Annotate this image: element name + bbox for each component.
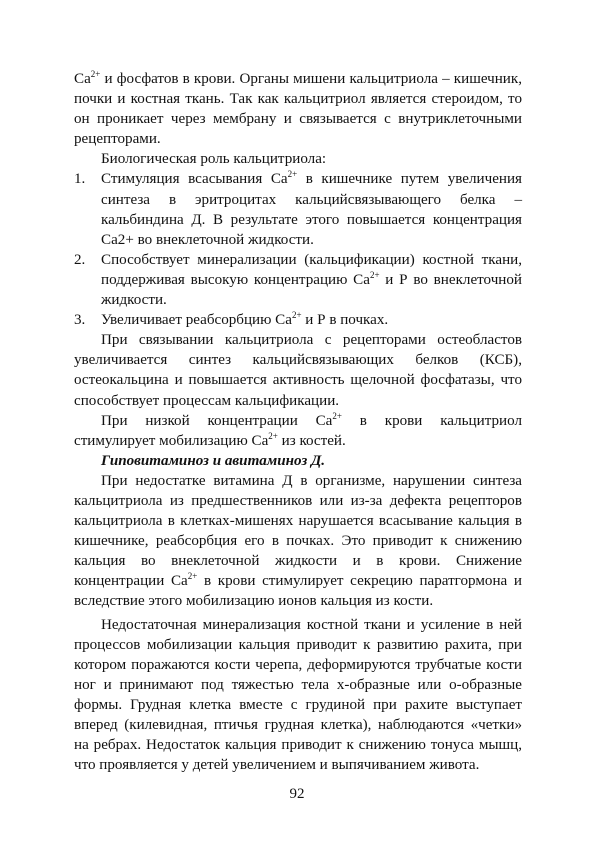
page-number: 92 [289, 786, 305, 802]
text-run: в кишечнике путем увеличения синтеза в эритроцитах кальцийсвязывающего белка – кальбиндина Д. В результате этого повышается концентрация Ca2+ во внеклеточной жидкости. [101, 171, 522, 248]
list-number: 1. [74, 171, 86, 188]
list-item [74, 250, 522, 310]
text-run: из костей. [277, 432, 346, 449]
list-number: 2. [74, 251, 86, 268]
text-run: в крови кальцитриол стимулирует мобилизацию Ca [74, 412, 522, 449]
paragraph-continuation [74, 69, 522, 149]
paragraph: При связывании кальцитриола с рецепторами остеобластов увеличивается синтез кальцийсвязывающих белков (КСБ), остеокальцина и повышается активность щелочной фосфатазы, что способствует процессам кальцификации. [74, 332, 522, 409]
paragraph [74, 411, 522, 451]
text-run: и фосфатов в крови. Органы мишени кальцитриола – кишечник, почки и костная ткань. Так как кальцитриол является стероидом, то он проникает через мембрану и связывается с внутриклеточными рецепторами. [74, 71, 522, 148]
text-run: и Р во внеклеточной жидкости. [101, 271, 522, 309]
text-run: и Р в почках. [301, 312, 389, 329]
list-item [74, 169, 522, 249]
superscript: 2+ [90, 69, 101, 79]
superscript: 2+ [332, 410, 342, 421]
paragraph: Недостаточная минерализация костной ткани и усиление в ней процессов мобилизации кальция приводит к развитию рахита, при котором поражаются кости черепа, деформируются трубчатые кости ног и принимают под тяжестью тела х-образные или о-образные формы. Грудная клетка вместе с грудиной при рахите выступает вперед (килевидная, птичья грудная клетка), наблюдаются «четки» на ребрах. Недостаток кальция приводит к снижению тонуса мышц, что проявляется у детей увеличением и выпячиванием живота. [74, 616, 522, 774]
list-number: 3. [74, 312, 86, 329]
text-run: Увеличивает реабсорбцию Ca [101, 312, 292, 329]
superscript: 2+ [291, 310, 302, 321]
body-text [74, 69, 522, 775]
text-run: Способствует минерализации (кальцификации) костной ткани, поддерживая высокую концентрацию Ca [101, 251, 522, 288]
superscript: 2+ [187, 571, 198, 582]
list-item [74, 310, 522, 330]
roles-intro: Биологическая роль кальцитриола: [101, 151, 327, 168]
text-run: Стимуляция всасывания Ca [101, 171, 288, 188]
superscript: 2+ [287, 169, 298, 180]
text-run: При низкой концентрации Ca [101, 412, 333, 429]
text-run: в крови стимулирует секрецию паратгормона и вследствие этого мобилизацию ионов кальция из кости. [74, 573, 522, 610]
paragraph [74, 471, 522, 612]
text-run: Ca [74, 71, 91, 87]
text-run: При недостатке витамина Д в организме, нарушении синтеза кальцитриола из предшественников или из-за дефекта рецепторов кальцитриола в клетках-мишенях нарушается всасывание кальция в кишечнике, реабсорбция его в почках. Это приводит к снижению кальция во внеклеточной жидкости и в крови. Снижение концентрации Ca [74, 472, 522, 590]
section-heading: Гиповитаминоз и авитаминоз Д. [101, 452, 326, 469]
roles-list [74, 169, 522, 330]
superscript: 2+ [369, 269, 380, 280]
superscript: 2+ [268, 430, 278, 441]
